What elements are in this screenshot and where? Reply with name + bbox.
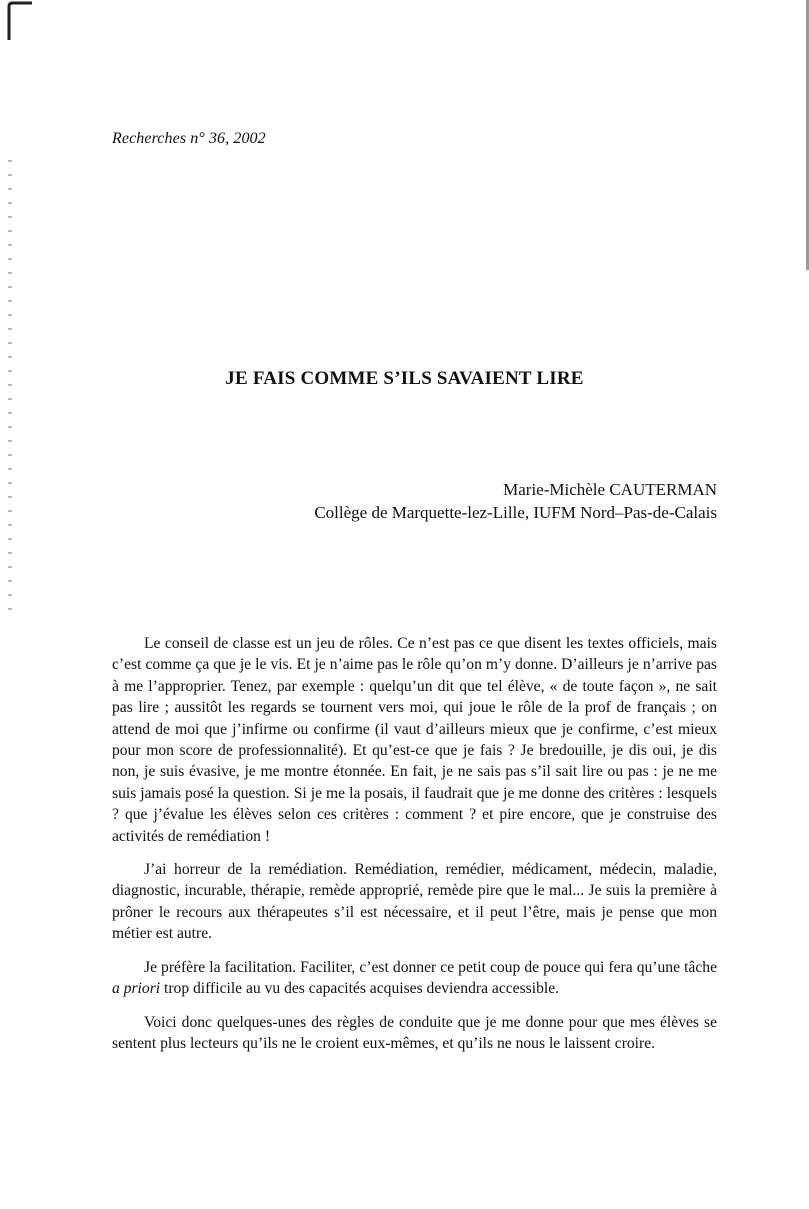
journal-reference: Recherches n° 36, 2002	[112, 130, 266, 147]
paragraph-3-part-2: trop difficile au vu des capacités acquises deviendra accessible.	[160, 980, 560, 998]
article-body	[112, 633, 717, 1066]
author-affiliation: Collège de Marquette-lez-Lille, IUFM Nord–Pas-de-Calais	[314, 503, 717, 522]
scan-corner-mark	[6, 0, 32, 40]
emphasis-a-priori: a priori	[112, 980, 161, 998]
paragraph-3	[112, 957, 717, 1000]
author-block	[314, 478, 717, 524]
paragraph-1: Le conseil de classe est un jeu de rôles. Ce n’est pas ce que disent les textes officiels, mais c’est comme ça que je le vis. Et je n’aime pas le rôle qu’on m’y donne. D’ailleurs je n’arrive pas à me l’approprier. Tenez, par exemple : quelqu’un dit que tel élève, « de toute façon », ne sait pas lire ; aussitôt les regards se tournent vers moi, qui joue le rôle de la prof de français ; on attend de moi que j’infirme ou confirme (il vaut d’ailleurs mieux que je confirme, c’est mieux pour mon score de professionnalité). Et qu’est-ce que je fais ? Je bredouille, je dis oui, je dis non, je suis évasive, je me montre étonnée. En fait, je ne sais pas s’il sait lire ou pas : je ne me suis jamais posé la question. Si je me la posais, il faudrait que je me donne des critères : lesquels ? que j’évalue les élèves selon ces critères : comment ? et pire encore, que je construise des activités de remédiation !	[112, 635, 717, 845]
paragraph-4: Voici donc quelques-unes des règles de conduite que je me donne pour que mes élèves se sentent plus lecteurs qu’ils ne le croient eux-mêmes, et qu’ils ne nous le laissent croire.	[112, 1013, 717, 1052]
author-name: Marie-Michèle CAUTERMAN	[503, 480, 717, 499]
paragraph-2: J’ai horreur de la remédiation. Remédiation, remédier, médicament, médecin, maladie, diagnostic, incurable, thérapie, remède approprié, remède pire que le mal... Je suis la première à prôner le recours aux thérapeutes s’il est nécessaire, et il peut l’être, mais je pense que mon métier est autre.	[112, 861, 717, 943]
scan-edge-speckles	[8, 160, 12, 620]
article-title: JE FAIS COMME S’ILS SAVAIENT LIRE	[225, 368, 584, 389]
paragraph-3-part-1: Je préfère la facilitation. Faciliter, c’est donner ce petit coup de pouce qui fera qu’une tâche	[144, 958, 717, 976]
